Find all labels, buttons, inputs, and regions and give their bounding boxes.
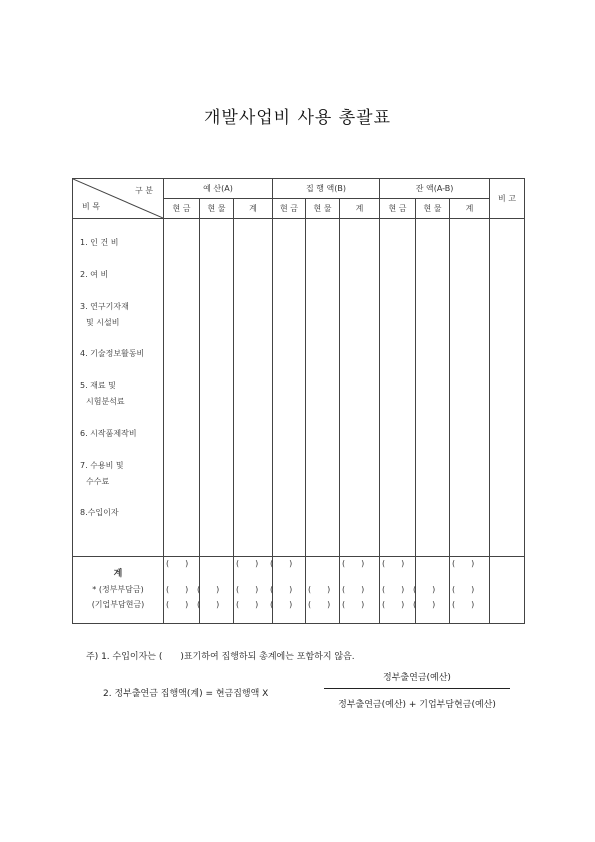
group-header-executed: 집 행 액(B): [273, 179, 380, 199]
remark-header: 비 고: [490, 179, 525, 219]
group-header-balance: 잔 액(A-B): [380, 179, 490, 199]
subcol-header: 현 물: [306, 199, 340, 219]
category-label: 4. 기술정보활동비: [80, 349, 145, 358]
total-paren: ( ): [413, 599, 436, 609]
data-cell[interactable]: [340, 219, 380, 568]
total-paren: ( ): [197, 584, 220, 594]
data-cell[interactable]: [306, 219, 340, 557]
total-paren: ( ): [342, 584, 365, 594]
category-label: 2. 여 비: [80, 270, 109, 279]
subcol-header: 현 금: [273, 199, 306, 219]
category-label: 3. 연구기자재: [80, 302, 129, 311]
subcol-header: 계: [234, 199, 273, 219]
subcol-header: 현 금: [380, 199, 416, 219]
total-paren: ( ): [308, 584, 331, 594]
total-paren: ( ): [308, 599, 331, 609]
category-label: 1. 인 건 비: [80, 238, 119, 247]
data-cell[interactable]: [450, 219, 490, 568]
total-corp-label: (기업부담현금): [91, 599, 145, 609]
interest-paren: ( ): [270, 559, 293, 568]
formula-numerator: 정부출연금(예산): [383, 673, 451, 683]
total-paren: ( ): [382, 584, 405, 594]
corner-header-cell: [73, 179, 164, 219]
total-cell[interactable]: [340, 556, 380, 623]
data-cell[interactable]: [380, 219, 416, 568]
category-column: [73, 219, 164, 557]
total-paren: ( ): [270, 584, 293, 594]
total-cell[interactable]: [306, 556, 340, 623]
subcol-header: 현 물: [200, 199, 234, 219]
fraction-line: [324, 688, 510, 689]
total-paren: ( ): [342, 599, 365, 609]
total-paren: ( ): [382, 599, 405, 609]
total-paren: ( ): [166, 584, 189, 594]
category-label: 8.수입이자: [80, 508, 119, 517]
total-paren: ( ): [452, 599, 475, 609]
category-label: 6. 시작품제작비: [80, 429, 137, 438]
formula-denominator: 정부출연금(예산) + 기업부담현금(예산): [338, 700, 496, 710]
total-gov-label: * (정부부담금): [92, 584, 144, 594]
subcol-header: 현 금: [164, 199, 200, 219]
corner-top-label: 구 분: [135, 186, 153, 195]
category-label: 5. 재료 및: [80, 381, 116, 390]
corner-bottom-label: 비 목: [82, 202, 100, 211]
interest-paren: ( ): [382, 559, 405, 568]
data-cell[interactable]: [200, 219, 234, 557]
total-paren: ( ): [270, 599, 293, 609]
remark-cell[interactable]: [490, 219, 525, 557]
note-1: 주) 1. 수입이자는 ( )표기하여 집행하되 총계에는 포함하지 않음.: [86, 652, 355, 662]
total-cell[interactable]: [413, 556, 450, 623]
total-paren: ( ): [236, 599, 259, 609]
note-2: 2. 정부출연금 집행액(계) = 현금집행액 X: [103, 689, 269, 699]
total-cell[interactable]: [380, 556, 416, 623]
data-cell[interactable]: [416, 219, 450, 557]
subcol-header: 계: [450, 199, 490, 219]
total-cell[interactable]: [450, 556, 490, 623]
total-paren: ( ): [452, 584, 475, 594]
summary-table: [72, 178, 525, 624]
interest-paren: ( ): [166, 559, 189, 568]
category-label: 시험분석료: [86, 397, 125, 406]
total-paren: ( ): [236, 584, 259, 594]
page-title: 개발사업비 사용 총괄표: [203, 108, 392, 128]
total-cell[interactable]: [234, 556, 273, 623]
interest-paren: ( ): [236, 559, 259, 568]
total-paren: ( ): [413, 584, 436, 594]
data-cell[interactable]: [270, 219, 306, 568]
remark-cell[interactable]: [490, 556, 525, 623]
total-cell[interactable]: [164, 556, 200, 623]
group-header-budget: 예 산(A): [164, 179, 273, 199]
category-label: 수수료: [86, 477, 110, 486]
total-label-cell: [73, 556, 164, 623]
interest-paren: ( ): [452, 559, 475, 568]
total-cell[interactable]: [197, 556, 234, 623]
total-cell[interactable]: [270, 556, 306, 623]
total-paren: ( ): [166, 599, 189, 609]
category-label: 7. 수용비 및: [80, 461, 124, 470]
category-label: 및 시설비: [86, 318, 120, 327]
data-cell[interactable]: [164, 219, 200, 568]
interest-paren: ( ): [342, 559, 365, 568]
subcol-header: 계: [340, 199, 380, 219]
data-cell[interactable]: [234, 219, 273, 568]
subcol-header: 현 물: [416, 199, 450, 219]
total-label: 계: [113, 568, 123, 579]
total-paren: ( ): [197, 599, 220, 609]
